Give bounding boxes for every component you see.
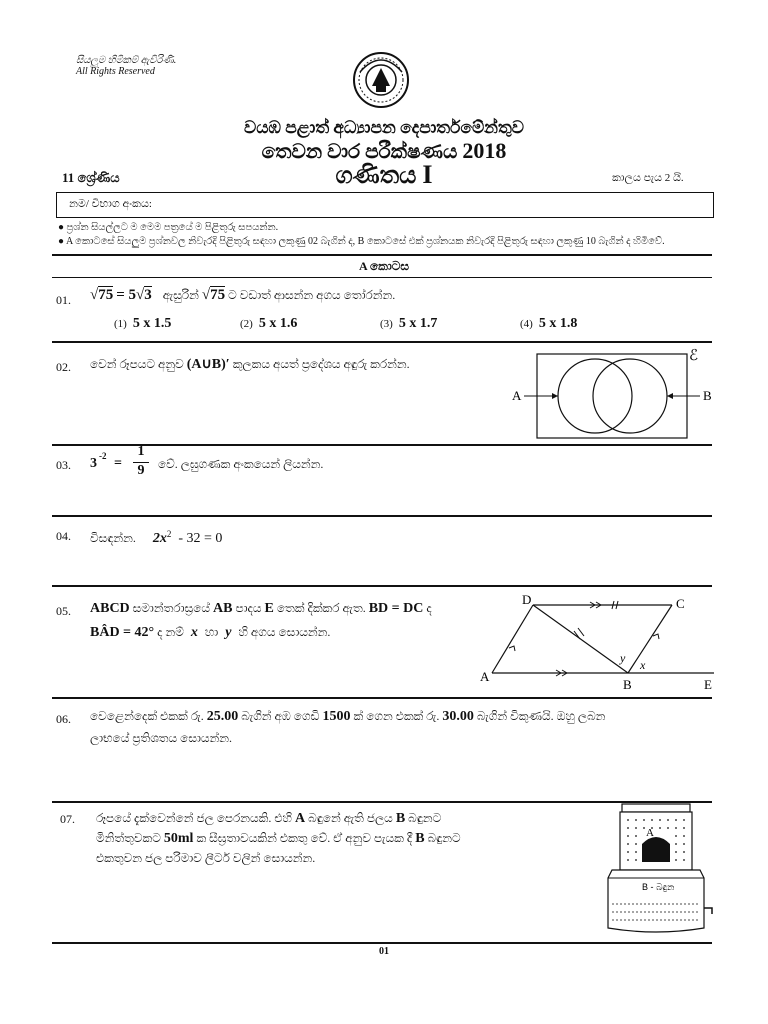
equation-term: 2x [152,531,167,546]
q7-text: බඳුනේ ඇති ජලය [308,811,393,825]
q6-text: බැගින් අඹ ගෙඩි [241,709,320,723]
question-number: 04. [56,529,71,543]
q7-text: බඳුනට [408,811,442,825]
q4-text: විසඳන්න. [90,531,136,545]
q1-mid-text: ඇසුරින් [162,288,199,302]
option-label: (1) [114,318,127,330]
question-7-line-1 [96,810,441,827]
q5-text: හි අගය සොයන්න. [238,625,331,639]
universal-set-label: ℰ [689,348,699,364]
divider [52,585,712,587]
equation-exponent: 2 [166,529,172,539]
q6-value: 30.00 [442,709,474,724]
venn-diagram[interactable] [500,344,720,444]
department-title: වයඹ පළාත් අධ්‍යාපන දෙපාර්තමේන්තුව [243,118,525,137]
question-6-line-1 [90,708,605,725]
divider [52,697,712,699]
q5-text: පාදය [235,601,262,615]
page-number: 01 [379,946,389,957]
question-number: 01. [56,293,71,307]
angle-x-label: x [640,658,646,672]
equals-sign: = [114,456,122,471]
equation-rest: - 32 = 0 [178,531,223,546]
q5-text: ද නම් [157,625,184,639]
set-expression: (A∪B)′ [186,357,230,372]
question-5-line-2 [90,624,330,641]
option-2[interactable] [240,316,297,332]
question-4-text [90,526,222,547]
q5-term: BD = DC [368,601,424,616]
q7-term: A [295,811,306,826]
power-base: 3 [90,456,97,471]
divider [52,341,712,343]
question-number: 02. [56,360,71,374]
time-allowed: කාලය පැය 2 යි. [612,172,684,184]
q5-term: x [190,625,198,640]
name-box-label: නම/ විභාග අංකය: [69,198,152,210]
option-value: 5 x 1.6 [258,316,298,331]
provincial-emblem-icon [352,50,410,112]
parallelogram-diagram [470,590,720,694]
divider [52,254,712,256]
equals-text: = 5 [116,287,137,303]
q5-text: තෙක් දික්කර ඇත. [276,601,366,615]
q7-term: B [415,831,425,846]
radicand: 75 [98,287,114,303]
container-a-label: A [646,827,654,839]
q2-text-after: කුලකය අයත් ප්‍රදේශය අඳුරු කරන්න. [232,357,410,371]
vertex-b-label: B [623,677,632,692]
grade-label: 11 ශ්‍රේණිය [62,170,120,185]
vertex-a-label: A [480,669,490,684]
option-label: (3) [380,318,393,330]
rights-line-sinhala: සියලුම හිමිකම් ඇවිරිණි. [76,55,177,66]
radicand: 3 [144,287,152,303]
instruction-1: ● ප්‍රශ්න සියල්ලට ම මෙම පත්‍රයේ ම පිළිතුරු සපයන්න. [58,222,279,233]
question-number: 05. [56,604,71,618]
power-exponent: -2 [99,451,107,461]
set-a-label: A [512,388,522,403]
vertex-e-label: E [704,677,712,692]
option-label: (4) [520,318,533,330]
vertex-c-label: C [676,596,685,611]
name-index-box[interactable] [56,192,714,218]
question-6-line-2: ලාභයේ ප්‍රතිශතය සොයන්න. [90,731,233,745]
q7-text: බඳුනට [427,831,461,845]
angle-y-label: y [620,651,626,665]
question-number: 03. [56,458,71,472]
container-b-label: B - බඳුන [642,882,675,892]
question-3-text [90,444,490,484]
radicand: 75 [210,287,226,303]
divider [52,942,712,944]
question-7-line-3: එකතුවන ජල පරිමාව ලීටර් වලින් සොයන්න. [96,851,316,865]
q5-term: E [264,601,274,616]
exam-year: 2018 [462,138,507,163]
question-2-text [90,356,410,373]
q2-text-before: වෙන් රූපයට අනුව [90,357,184,371]
q5-term: y [225,625,232,640]
q5-term: ABCD [90,601,130,616]
option-3[interactable] [380,316,437,332]
q7-text: රූපයේ දැක්වෙන්නේ ජල පෙරනයකි. එහි [96,811,292,825]
divider [52,277,712,278]
subject-name: ගණිතය [335,163,417,189]
q7-term: 50ml [163,831,194,846]
fraction-denominator: 9 [137,463,145,478]
q6-value: 25.00 [206,709,239,724]
subject-part: I [422,160,433,189]
question-number: 07. [60,812,75,826]
q5-text: හා [204,625,219,639]
option-4[interactable] [520,316,577,332]
exam-title-text: තෙවන වාර පරීක්ෂණය [261,141,458,163]
q6-value: 1500 [322,709,351,724]
divider [52,515,712,517]
q7-term: B [395,811,406,826]
water-filter-illustration [598,800,718,940]
question-number: 06. [56,712,71,726]
option-value: 5 x 1.5 [132,316,172,331]
option-label: (2) [240,318,253,330]
question-7-line-2 [96,830,461,847]
instruction-2: ● A කොටසේ සියලුම ප්‍රශ්නවල නිවැරදි පිළිතුරු සඳහා ලකුණු 02 බැගින් ද, B කොටසේ එක් ප්‍රශ්නයක නිවැරදි පිළිතුරු සඳහා ලකුණු 10 බැගින් ද හිමිවේ. [58,236,665,247]
fraction-numerator: 1 [137,444,145,459]
q1-tail-text: ට වඩාත් ආසන්න අගය තෝරන්න. [228,288,396,302]
set-b-label: B [703,388,712,403]
option-1[interactable] [114,316,171,332]
rights-line-english: All Rights Reserved [76,66,155,77]
q3-text: වේ. ලඝුගණක අංකයෙන් ලියන්න. [158,457,324,471]
q6-text: බැගින් විකුණයි. ඔහු ලබන [476,709,606,723]
section-title: A කොටස [358,259,410,273]
q6-text: ක් ගෙන එකක් රු. [353,709,440,723]
q6-text: වෙළෙන්දෙක් එකක් රු. [90,709,204,723]
q5-text: ද [426,601,432,615]
q5-term: BÂD = 42° [90,625,155,640]
rights-notice [76,55,176,77]
option-value: 5 x 1.7 [398,316,438,331]
question-5-line-1 [90,600,432,617]
q5-term: AB [213,601,233,616]
question-1-text: √75 = 5√3 ඇසුරින් √75 ට වඩාත් ආසන්න අගය තෝරන්න. [90,287,396,303]
q5-text: සමාන්තරාස්‍රයේ [132,601,210,615]
vertex-d-label: D [522,592,532,607]
q7-text: මිනිත්තුවකට [96,831,161,845]
q7-text: ක සීඝ්‍රතාවයකින් එකතු වේ. ඒ අනුව පැයක දී [196,831,413,845]
option-value: 5 x 1.8 [538,316,578,331]
